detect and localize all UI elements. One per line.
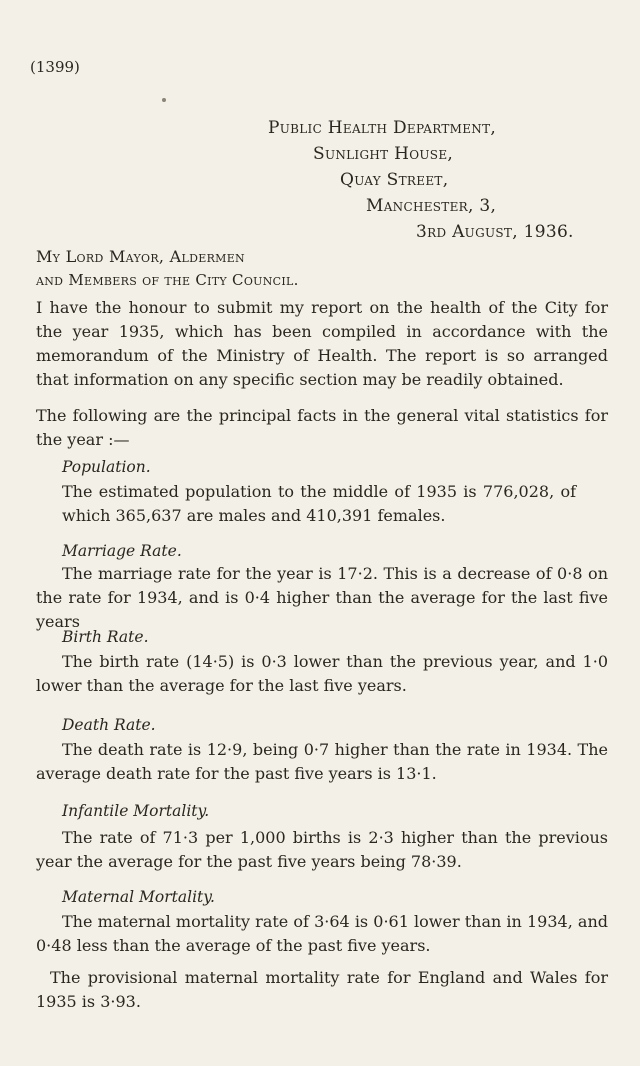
section-heading-birth-rate: Birth Rate. [62, 628, 149, 646]
section-text-marriage-rate: The marriage rate for the year is 17·2. This is a decrease of 0·8 on the rate for 1934, and is 0·4 higher than the average for the last five years [36, 564, 608, 631]
salutation-line-1: My Lord Mayor, Aldermen [36, 247, 245, 266]
section-text-death-rate: The death rate is 12·9, being 0·7 higher than the rate in 1934. The average death rate for the past five years is 13·1. [36, 740, 608, 783]
section-heading-population: Population. [62, 458, 151, 476]
section-heading-maternal-mortality: Maternal Mortality. [62, 888, 215, 906]
address-line-city: Manchester, 3, [366, 196, 497, 216]
section-text-population: The estimated population to the middle of 1935 is 776,028, of which 365,637 are males and 410,391 females. [62, 482, 576, 525]
address-line-street: Quay Street, [340, 170, 449, 190]
address-line-date: 3rd August, 1936. [416, 222, 574, 242]
section-text-maternal-mortality: The maternal mortality rate of 3·64 is 0·61 lower than in 1934, and 0·48 less than the average of the past five years. [36, 912, 608, 955]
section-heading-infantile-mortality: Infantile Mortality. [62, 802, 210, 820]
salutation-line-2: and Members of the City Council. [36, 271, 299, 289]
section-text-birth-rate: The birth rate (14·5) is 0·3 lower than the previous year, and 1·0 lower than the average for the last five years. [36, 652, 608, 695]
section-heading-marriage-rate: Marriage Rate. [62, 542, 182, 560]
page-number: (1399) [30, 58, 80, 76]
lead-paragraph: The following are the principal facts in the general vital statistics for the year :— [36, 406, 608, 449]
print-mark [162, 98, 166, 102]
section-heading-death-rate: Death Rate. [62, 716, 156, 734]
address-line-department: Public Health Department, [268, 118, 497, 138]
section-text-infantile-mortality: The rate of 71·3 per 1,000 births is 2·3 higher than the previous year the average for the past five years being 78·39. [36, 828, 608, 871]
intro-paragraph: I have the honour to submit my report on the health of the City for the year 1935, which has been compiled in accordance with the memorandum of the Ministry of Health. The report is so arranged that information on any specific section may be readily obtained. [36, 298, 608, 389]
address-line-building: Sunlight House, [313, 144, 454, 164]
closing-paragraph: The provisional maternal mortality rate for England and Wales for 1935 is 3·93. [36, 968, 608, 1011]
